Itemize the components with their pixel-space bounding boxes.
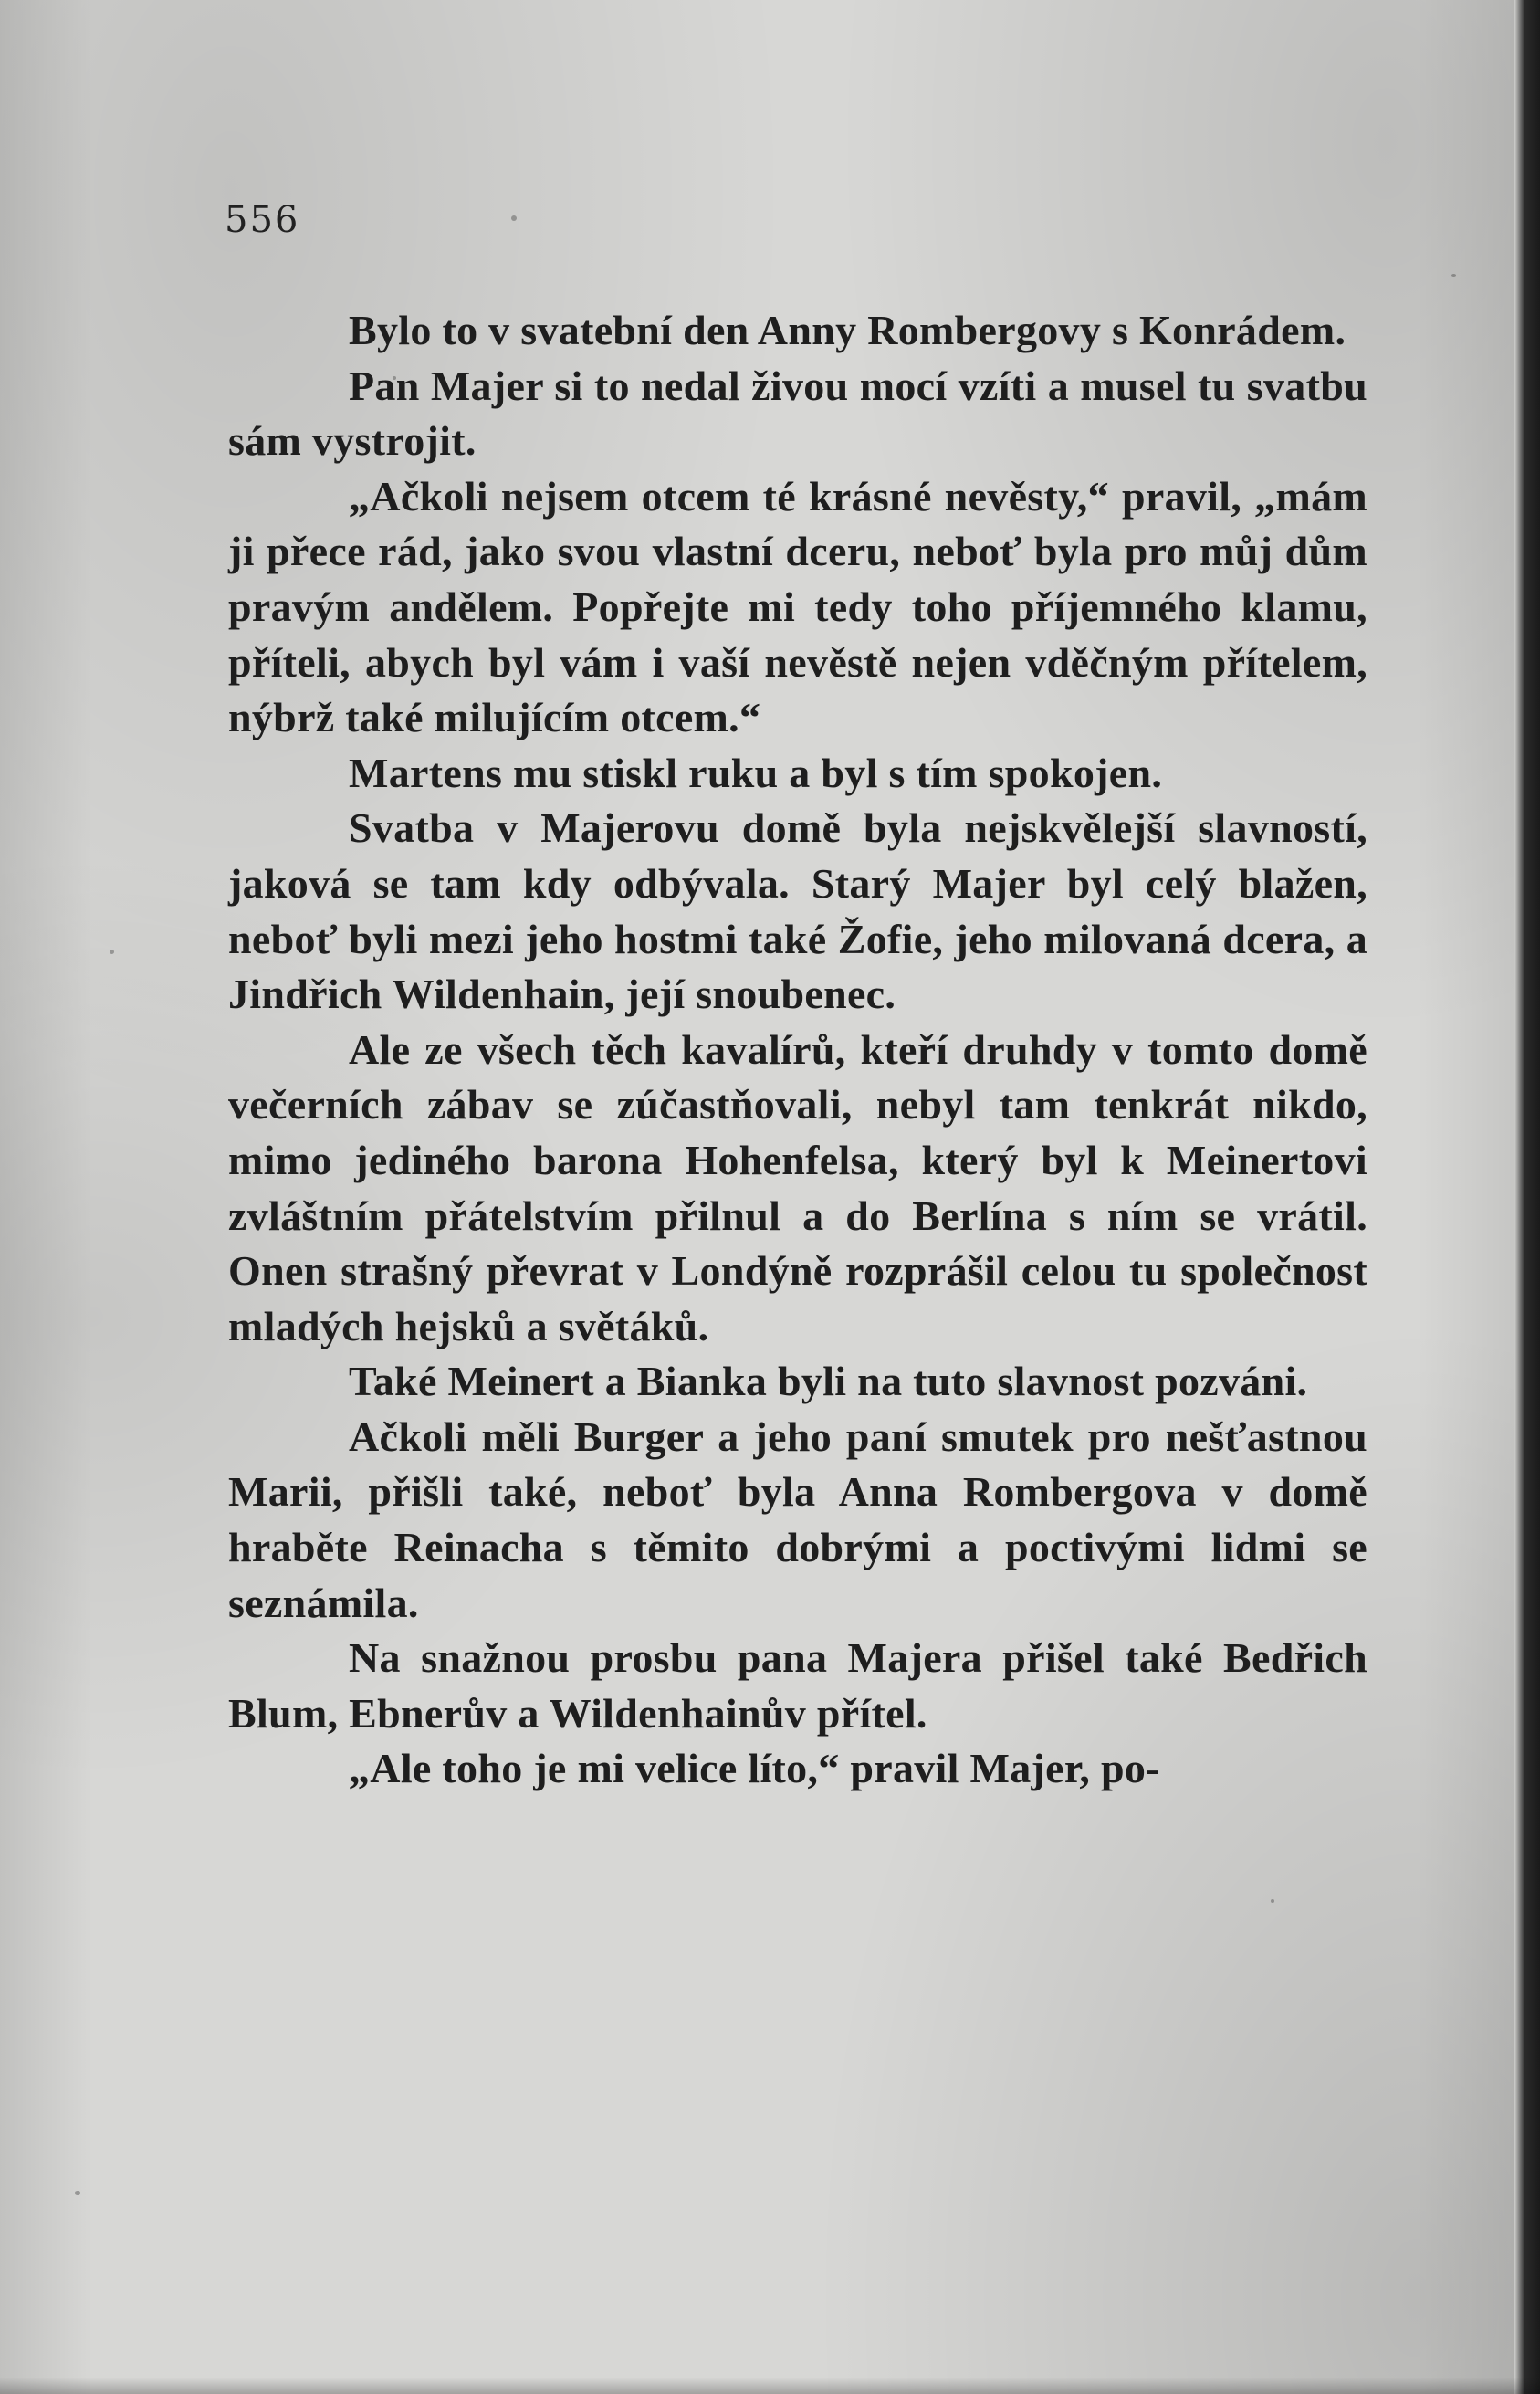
paragraph: Pan Majer si to nedal živou mocí vzíti a musel tu svatbu sám vystrojit. [228,362,1367,465]
scan-speck [1451,274,1456,277]
page-bottom-shadow [0,2378,1540,2394]
paragraph: Bylo to v svatební den Anny Rombergovy s Konrádem. [349,307,1346,353]
paragraph: Také Meinert a Bianka byli na tuto slavnost pozváni. [349,1358,1308,1405]
paragraph: „Ale toho je mi velice líto,“ pravil Majer, po- [349,1745,1160,1792]
scan-speck [1271,1899,1274,1903]
paragraph: Svatba v Majerovu domě byla nejskvělejší slavností, jaková se tam kdy odbývala. Starý Majer byl celý blažen, neboť byli mezi jeho hostmi také Žofie, jeho milovaná dcera, a Jindřich Wildenhain, její snoubenec. [228,804,1367,1018]
paragraph: Ačkoli měli Burger a jeho paní smutek pro nešťastnou Marii, přišli také, neboť byla Anna Rombergova v domě hraběte Reinacha s těmito dobrými a poctivými lidmi se seznámila. [228,1412,1367,1626]
scan-speck [75,2191,80,2195]
scan-speck [511,215,517,221]
paragraph: Martens mu stiskl ruku a byl s tím spokojen. [349,749,1163,796]
scan-speck [110,950,114,954]
page-edge-shadow [1514,0,1540,2394]
page-number: 556 [225,199,300,241]
paragraph: Ale ze všech těch kavalírů, kteří druhdy v tomto domě večerních zábav se zúčastňovali, nebyl tam tenkrát nikdo, mimo jediného barona Hohenfelsa, který byl k Meinertovi zvláštním přátelstvím přilnul a do Berlína s ním se vrátil. Onen strašný převrat v Londýně rozprášil celou tu společnost mladých hejsků a světáků. [228,1025,1367,1349]
paragraph: „Ačkoli nejsem otcem té krásné nevěsty,“ pravil, „mám ji přece rád, jako svou vlastní dceru, neboť byla pro můj dům pravým andělem. Popřejte mi tedy toho příjemného klamu, příteli, abych byl vám i vaší nevěstě nejen vděčným přítelem, nýbrž také milujícím otcem.“ [228,472,1367,741]
paragraph: Na snažnou prosbu pana Majera přišel také Bedřich Blum, Ebnerův a Wildenhainův přítel. [228,1634,1367,1737]
body-text [228,303,1367,1797]
